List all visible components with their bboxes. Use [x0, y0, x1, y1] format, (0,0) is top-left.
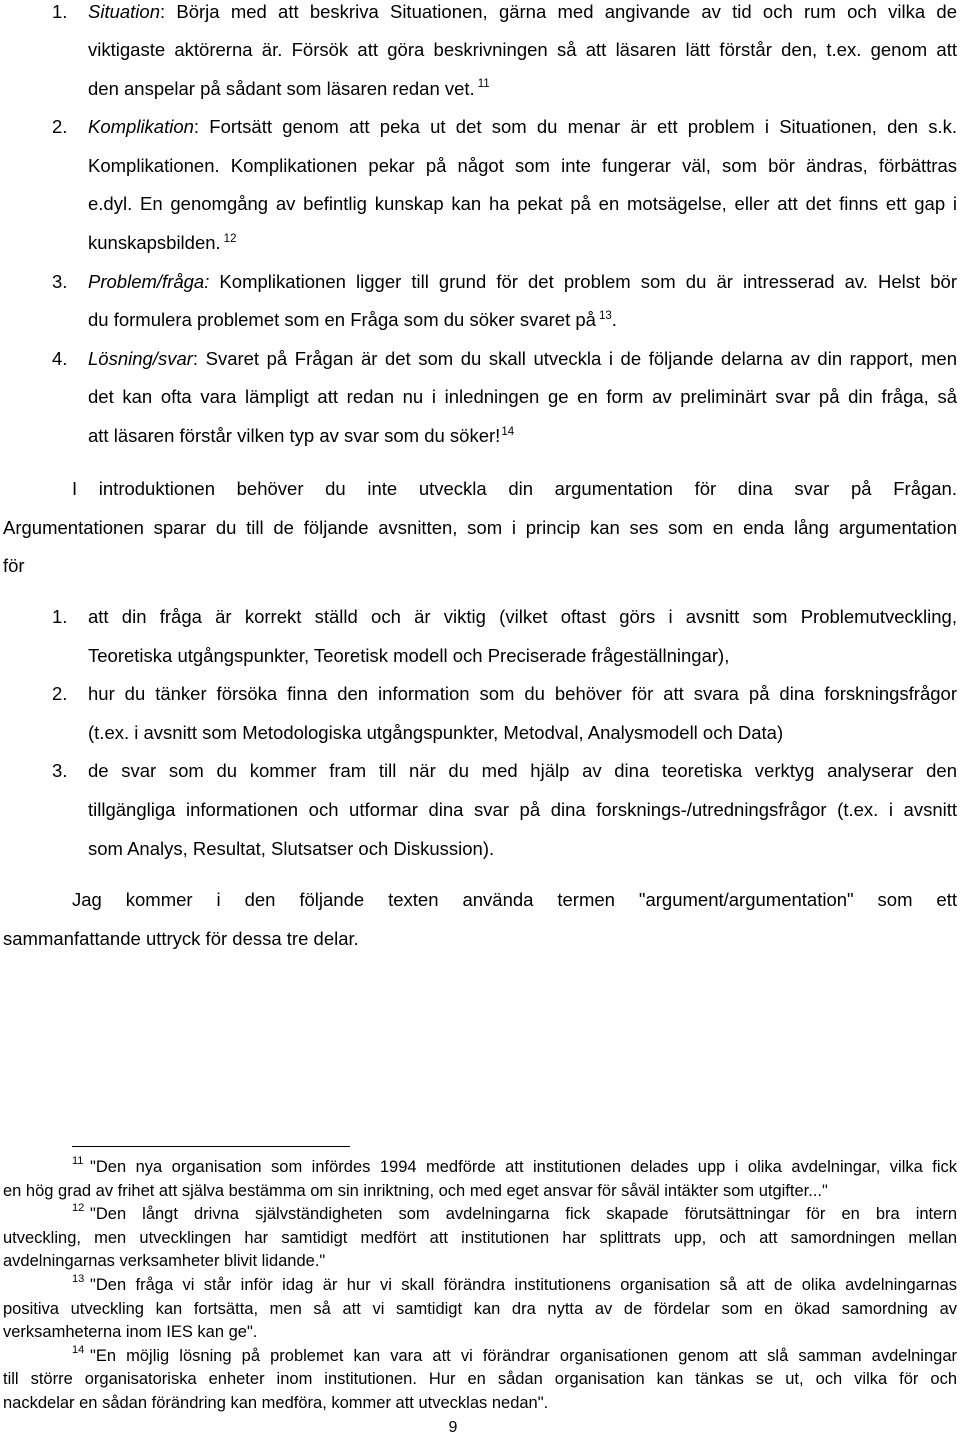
- footnote-12-number: 12: [72, 1202, 85, 1215]
- step-3-label: Problem/fråga:: [88, 270, 210, 292]
- steps-list: [0, 0, 957, 456]
- intro-paragraph: [0, 470, 957, 586]
- step-3-number: 3.: [52, 270, 68, 292]
- step-2-number: 2.: [52, 116, 68, 138]
- footnote-ref-14: 14: [501, 425, 515, 438]
- part-1-line-2: Teoretiska utgångspunkter, Teoretisk modell och Preciserade frågeställningar),: [88, 644, 730, 666]
- step-1-label: Situation: [88, 1, 160, 22]
- footnote-13-number: 13: [72, 1272, 85, 1285]
- step-4-line-3: [0, 417, 957, 456]
- footnote-12-text: "Den långt drivna självständigheten som avdelningarna fick skapade förutsättningar för en bra intern: [90, 1205, 957, 1224]
- step-2-line-4: [0, 224, 957, 263]
- part-3-line-3: som Analys, Resultat, Slutsatser och Diskussion).: [88, 837, 495, 859]
- step-1-text: : Börja med att beskriva Situationen, gärna med angivande av tid och rum och vilka de: [160, 1, 957, 22]
- footnote-13-line-2: positiva utveckling kan fortsätta, men så att vi samtidigt kan dra nytta av de fördelar som en ökad samordning av: [3, 1299, 957, 1318]
- footnotes: [0, 1156, 957, 1416]
- footnote-13-line-3: verksamheterna inom IES kan ge".: [3, 1323, 258, 1342]
- footnote-14-line-3: nackdelar en sådan förändring kan medföra, kommer att utvecklas nedan".: [3, 1393, 549, 1412]
- footnote-13-text: "Den fråga vi står inför idag är hur vi skall förändra institutionens organisation så att de olika avdelningarnas: [90, 1275, 957, 1294]
- part-3-text: de svar som du kommer fram till när du med hjälp av dina teoretiska verktyg analyserar den: [88, 760, 957, 782]
- footnote-11-line-1: [0, 1156, 957, 1180]
- parts-list: [0, 598, 957, 868]
- footnote-12-line-3: avdelningarnas verksamheter blivit lidande.": [3, 1252, 326, 1271]
- step-4-line-2: det kan ofta vara lämpligt att redan nu i inledningen ge en form av preliminärt svar på din fråga, så: [88, 386, 957, 408]
- step-3-line-2-text: du formulera problemet som en Fråga som du söker svaret på: [88, 309, 596, 331]
- page-number: 9: [448, 1419, 458, 1436]
- step-1-line-3-text: den anspelar på sådant som läsaren redan vet.: [88, 77, 475, 99]
- closing-line-1: Jag kommer i den följande texten använda termen "argument/argumentation" som ett: [72, 889, 957, 910]
- part-1-text: att din fråga är korrekt ställd och är viktig (vilket oftast görs i avsnitt som Problemutveckling,: [88, 606, 957, 627]
- step-1-line-3: [0, 70, 957, 109]
- step-1-line-2: viktigaste aktörerna är. Försök att göra beskrivningen så att läsaren lätt förstår den, t.ex. genom att: [88, 39, 957, 60]
- intro-line-2: Argumentationen sparar du till de följande avsnitten, som i princip kan ses som en enda lång argumentation: [3, 516, 957, 538]
- closing-paragraph: [0, 881, 957, 958]
- part-3-line-1: [0, 752, 957, 791]
- step-3-line-2-end: .: [611, 309, 617, 331]
- footnote-12-line-1: [0, 1203, 957, 1227]
- step-2-line-2: Komplikationen. Komplikationen pekar på något som inte fungerar väl, som bör ändras, förbättras: [88, 154, 957, 176]
- step-3-line-2: [0, 301, 957, 340]
- footnote-ref-13: 13: [598, 310, 612, 322]
- footnote-12-line-2: utveckling, men utvecklingen har samtidigt medfört att institutionen har splittrats upp, och att samordningen mellan: [3, 1228, 957, 1247]
- step-4-number: 4.: [52, 347, 68, 369]
- footnote-11-number: 11: [72, 1155, 84, 1167]
- footnote-14-line-2: till större organisatoriska enheter inom institutionen. Hur en sådan organisation kan tänkas se ut, och vilka för och: [3, 1370, 957, 1389]
- step-2-label: Komplikation: [88, 116, 194, 138]
- closing-line-2: sammanfattande uttryck för dessa tre delar.: [3, 927, 359, 949]
- intro-line-1: I introduktionen behöver du inte utveckla din argumentation för dina svar på Frågan.: [72, 478, 957, 499]
- step-2-text: : Fortsätt genom att peka ut det som du menar är ett problem i Situationen, den s.k.: [193, 116, 957, 138]
- step-4-first-line: [0, 340, 957, 379]
- part-2-number: 2.: [52, 683, 68, 705]
- part-3-line-2: tillgängliga informationen och utformar dina svar på dina forsknings-/utredningsfrågor (t.ex. i avsnitt: [88, 798, 957, 820]
- footnote-ref-12: 12: [223, 232, 237, 245]
- step-3-first-line: [0, 263, 957, 302]
- footnote-11-line-2: en hög grad av frihet att själva bestämma om sin inriktning, och med eget ansvar för såväl intäkter som utgifter...": [3, 1181, 828, 1200]
- footnote-14-text: "En möjlig lösning på problemet kan vara att vi förändrar organisationen genom att slå samman avdelningar: [90, 1346, 957, 1365]
- intro-line-3: för: [3, 555, 25, 577]
- part-2-text: hur du tänker försöka finna den information som du behöver för att svara på dina forskningsfrågor: [88, 683, 957, 705]
- step-2-line-4-text: kunskapsbilden.: [88, 231, 221, 253]
- step-4-text: : Svaret på Frågan är det som du skall utveckla i de följande delarna av din rapport, men: [192, 347, 957, 369]
- part-3-number: 3.: [52, 760, 68, 782]
- footnote-ref-11: 11: [477, 78, 490, 91]
- footnote-14-line-1: [0, 1345, 957, 1369]
- footnote-11-text: "Den nya organisation som infördes 1994 medförde att institutionen delades upp i olika avdelningar, vilka fick: [90, 1158, 957, 1176]
- step-2-first-line: [0, 108, 957, 147]
- footnote-14-number: 14: [72, 1343, 85, 1356]
- part-2-line-1: [0, 675, 957, 714]
- step-4-label: Lösning/svar: [88, 347, 193, 369]
- step-2-line-3: e.dyl. En genomgång av befintlig kunskap kan ha pekat på en motsägelse, eller att det finns ett gap i: [88, 193, 957, 215]
- footnote-13-line-1: [0, 1274, 957, 1298]
- step-4-line-3-text: att läsaren förstår vilken typ av svar som du söker!: [88, 424, 501, 446]
- step-1-first-line: [0, 0, 957, 31]
- step-1-number: 1.: [52, 1, 68, 22]
- part-1-line-1: [0, 598, 957, 637]
- part-1-number: 1.: [52, 606, 68, 627]
- part-2-line-2: (t.ex. i avsnitt som Metodologiska utgångspunkter, Metodval, Analysmodell och Data): [88, 721, 784, 743]
- step-3-text: Komplikationen ligger till grund för det problem som du är intresserad av. Helst bör: [209, 270, 957, 292]
- footnote-separator: [72, 1146, 350, 1147]
